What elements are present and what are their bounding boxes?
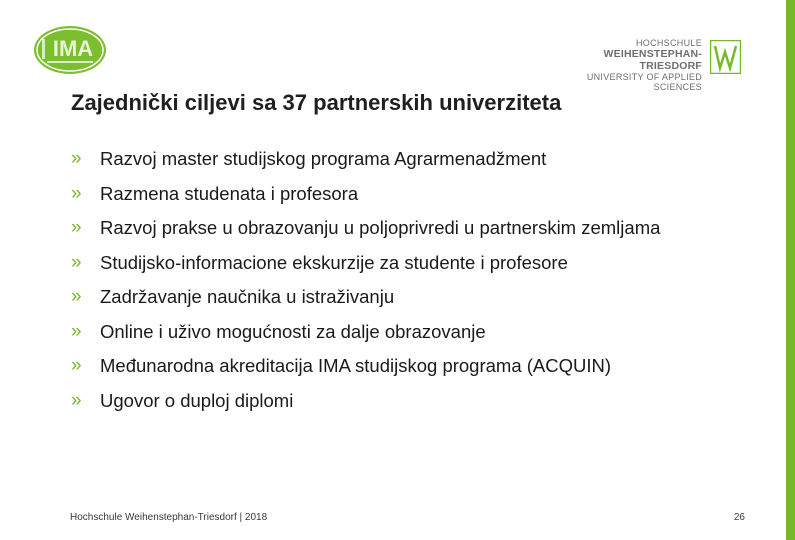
page-number: 26: [733, 512, 745, 523]
bullet-marker: »: [71, 148, 82, 169]
footer-source: Hochschule Weihenstephan-Triesdorf | 2018: [70, 512, 268, 523]
ima-logo-text: IMA: [52, 36, 94, 61]
bullet-marker: »: [71, 355, 82, 376]
accent-bar: [786, 0, 795, 540]
slide-title: Zajednički ciljevi sa 37 partnerskih univerziteta: [71, 90, 562, 115]
bullet-item: [71, 385, 761, 417]
bullet-marker: »: [71, 251, 82, 273]
bullet-text: Razmena studenata i profesora: [100, 182, 359, 204]
bullet-list: [71, 143, 761, 419]
bullet-item: [71, 143, 761, 175]
university-mark-icon: [710, 40, 741, 74]
bullet-text: Online i uživo mogućnosti za dalje obrazovanje: [100, 320, 486, 342]
bullet-marker: »: [71, 389, 82, 411]
university-line2: WEIHENSTEPHAN-TRIESDORF: [603, 48, 702, 72]
bullet-text: Zadržavanje naučnika u istraživanju: [100, 286, 395, 307]
bullet-marker: »: [71, 286, 82, 307]
bullet-item: [71, 178, 761, 210]
bullet-marker: »: [71, 182, 82, 204]
university-line3: UNIVERSITY OF APPLIED SCIENCES: [586, 72, 702, 92]
bullet-text: Razvoj master studijskog programa Agrarmenadžment: [100, 148, 547, 169]
bullet-item: [71, 281, 761, 313]
bullet-item: [71, 350, 761, 382]
university-line1: HOCHSCHULE: [635, 38, 702, 48]
university-logo: [552, 38, 742, 92]
bullet-text: Međunarodna akreditacija IMA studijskog programa (ACQUIN): [100, 355, 612, 376]
bullet-item: [71, 316, 761, 348]
ima-logo: [33, 25, 107, 75]
bullet-text: Ugovor o duploj diplomi: [100, 389, 294, 411]
bullet-item: [71, 247, 761, 279]
bullet-text: Razvoj prakse u obrazovanju u poljoprivredi u partnerskim zemljama: [100, 217, 661, 238]
bullet-item: [71, 212, 700, 244]
bullet-marker: »: [71, 217, 82, 238]
bullet-marker: »: [71, 320, 82, 342]
bullet-text: Studijsko-informacione ekskurzije za studente i profesore: [100, 251, 568, 273]
